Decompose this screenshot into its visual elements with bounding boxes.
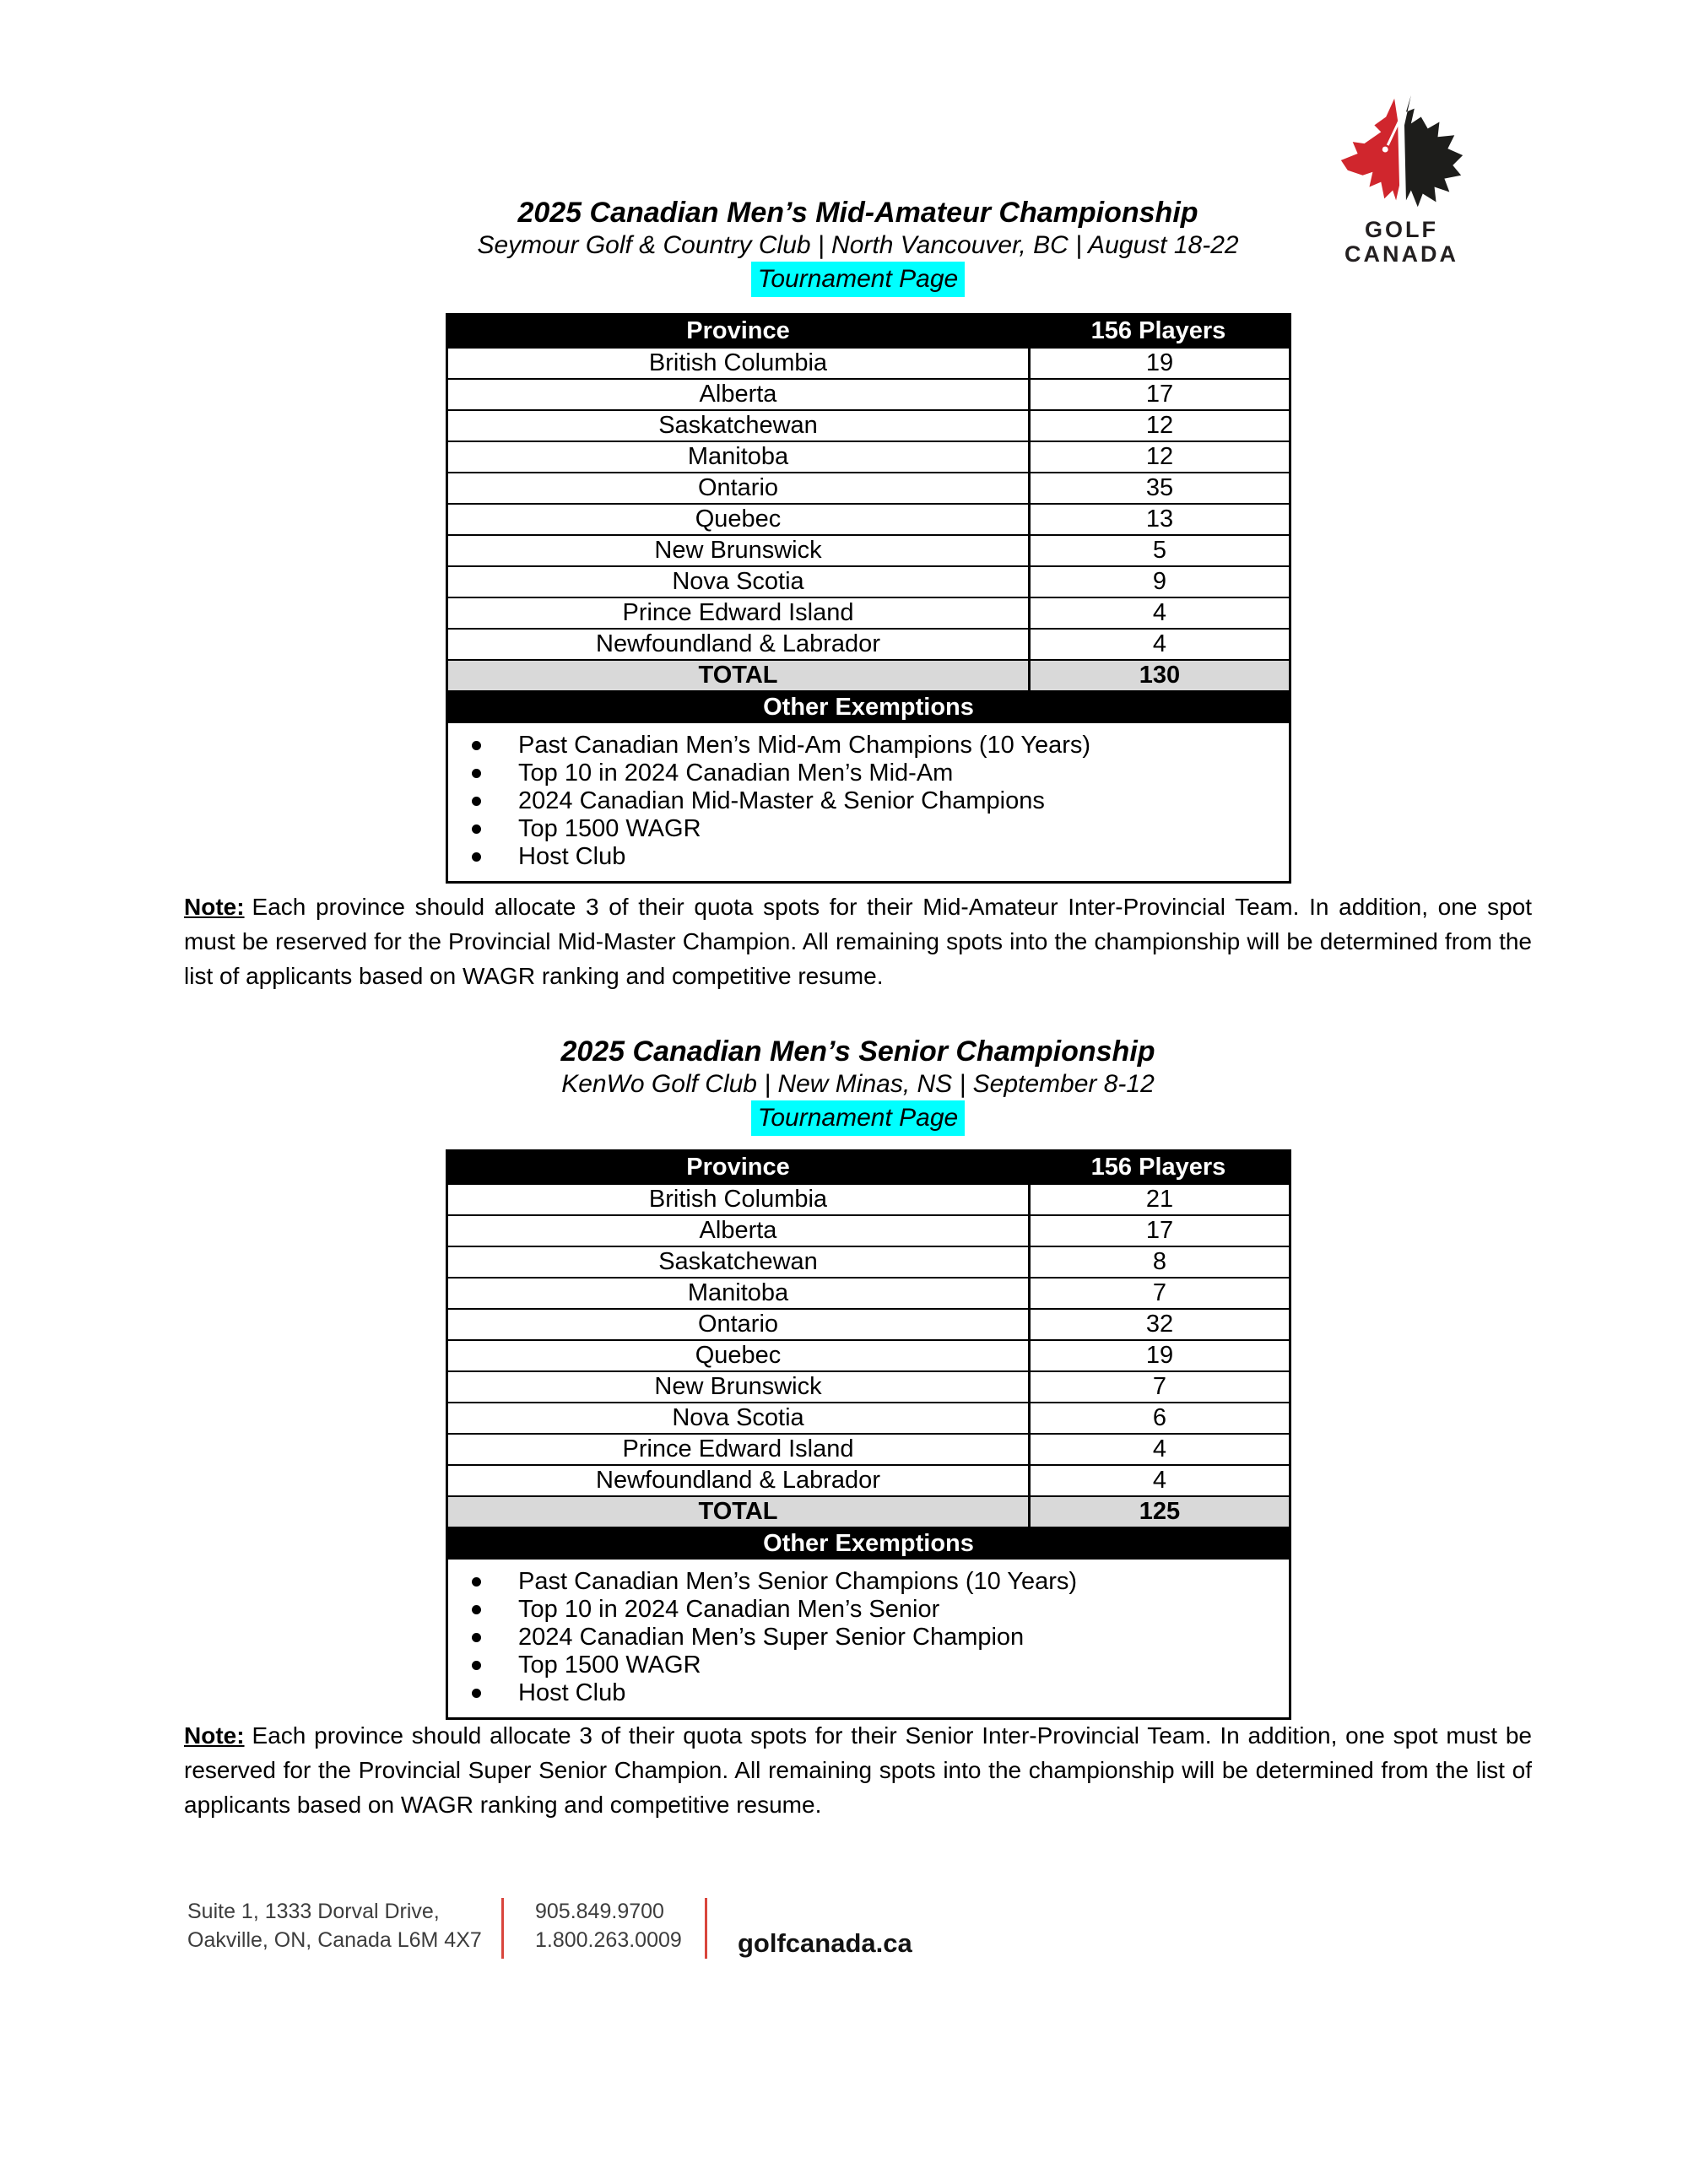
footer-divider (705, 1898, 707, 1959)
exemption-text: Host Club (518, 843, 626, 870)
quota-cell: 5 (1028, 536, 1289, 565)
province-cell: Saskatchewan (658, 1248, 818, 1275)
footer (187, 1897, 912, 1959)
province-cell: British Columbia (648, 349, 828, 376)
section1-title: 2025 Canadian Men’s Mid-Amateur Championship (517, 197, 1198, 229)
bullet-icon (472, 1605, 481, 1614)
note-label: Note: (184, 1722, 245, 1749)
province-cell: Saskatchewan (658, 412, 818, 439)
quota-cell: 4 (1028, 1435, 1289, 1464)
list-item (448, 815, 1289, 843)
table-row (448, 1214, 1289, 1246)
exemption-text: Top 1500 WAGR (518, 1652, 701, 1679)
quota-cell: 19 (1028, 1341, 1289, 1370)
note-label: Note: (184, 894, 245, 920)
total-label: TOTAL (698, 662, 778, 689)
exemptions-list (448, 1560, 1289, 1717)
footer-phone-tollfree: 1.800.263.0009 (535, 1928, 682, 1952)
footer-divider (501, 1898, 504, 1959)
quota-cell: 6 (1028, 1403, 1289, 1433)
quota-cell: 13 (1028, 505, 1289, 534)
bullet-icon (472, 797, 481, 806)
quota-cell: 7 (1028, 1372, 1289, 1402)
section2-heading (184, 1035, 1532, 1139)
footer-phone-local: 905.849.9700 (535, 1900, 664, 1923)
bullet-icon (472, 741, 481, 750)
quota-cell: 12 (1028, 442, 1289, 472)
quota-cell: 7 (1028, 1279, 1289, 1308)
list-item (448, 1568, 1289, 1596)
bullet-icon (472, 769, 481, 778)
quota-cell: 32 (1028, 1310, 1289, 1339)
logo-wordmark-golf: GOLF (1365, 217, 1438, 242)
total-value: 125 (1028, 1497, 1289, 1527)
list-item (448, 1652, 1289, 1679)
exemption-text: 2024 Canadian Men’s Super Senior Champion (518, 1624, 1025, 1651)
column-header-players: 156 Players (1090, 317, 1226, 344)
province-cell: British Columbia (648, 1186, 828, 1213)
section1-heading (184, 196, 1532, 300)
table-row (448, 565, 1289, 597)
province-cell: Alberta (699, 381, 777, 408)
section1-note (184, 889, 1532, 993)
province-cell: New Brunswick (654, 1373, 822, 1400)
province-cell: Prince Edward Island (622, 599, 854, 626)
table-row (448, 1308, 1289, 1339)
province-cell: Quebec (695, 1342, 782, 1369)
list-item (448, 787, 1289, 815)
exemption-text: Past Canadian Men’s Mid-Am Champions (10 Years) (518, 732, 1091, 759)
bullet-icon (472, 852, 481, 862)
footer-address-line1: Suite 1, 1333 Dorval Drive, (187, 1900, 440, 1923)
table-row (448, 628, 1289, 659)
province-cell: Newfoundland & Labrador (596, 1467, 880, 1494)
footer-website-link[interactable]: golfcanada.ca (738, 1928, 912, 1958)
total-label: TOTAL (698, 1498, 778, 1525)
table-row (448, 1183, 1289, 1214)
table-row (448, 1246, 1289, 1277)
table-total-row (448, 659, 1289, 690)
table-row (448, 1402, 1289, 1433)
province-cell: Quebec (695, 505, 782, 532)
table-row (448, 597, 1289, 628)
section1-tournament-page-link[interactable]: Tournament Page (751, 262, 965, 297)
section2-title: 2025 Canadian Men’s Senior Championship (560, 1035, 1155, 1068)
quota-cell: 17 (1028, 1216, 1289, 1246)
section2-tournament-page-link[interactable]: Tournament Page (751, 1100, 965, 1136)
province-cell: Nova Scotia (672, 1404, 804, 1431)
province-cell: Nova Scotia (672, 568, 804, 595)
quota-cell: 8 (1028, 1247, 1289, 1277)
table-row (448, 503, 1289, 534)
section2-subtitle: KenWo Golf Club | New Minas, NS | September 8-12 (561, 1070, 1155, 1098)
column-header-province: Province (686, 317, 790, 344)
table-total-row (448, 1495, 1289, 1527)
logo-wordmark-canada: CANADA (1344, 241, 1458, 267)
quota-cell: 19 (1028, 349, 1289, 378)
table-row (448, 1370, 1289, 1402)
list-item (448, 843, 1289, 871)
section1-quota-table (446, 313, 1291, 884)
list-item (448, 1679, 1289, 1707)
quota-cell: 9 (1028, 567, 1289, 597)
table-row (448, 1464, 1289, 1495)
province-cell: New Brunswick (654, 537, 822, 564)
footer-phones (535, 1897, 705, 1954)
province-cell: Ontario (697, 474, 779, 501)
note-text: Each province should allocate 3 of their quota spots for their Mid-Amateur Inter-Provincial Team. In addition, one spot must be reserved for the Provincial Mid-Master Champion. All remaining spots into the championship will be determined from the list of applicants based on WAGR ranking and competitive resume. (184, 894, 1532, 989)
list-item (448, 760, 1289, 787)
province-cell: Ontario (697, 1311, 779, 1338)
list-item (448, 1596, 1289, 1624)
table-row (448, 441, 1289, 472)
other-exemptions-header: Other Exemptions (448, 1527, 1289, 1560)
exemptions-list (448, 723, 1289, 881)
section2-note (184, 1718, 1532, 1822)
table-row (448, 409, 1289, 441)
list-item (448, 1624, 1289, 1652)
exemption-text: 2024 Canadian Mid-Master & Senior Champions (518, 787, 1045, 814)
quota-cell: 17 (1028, 380, 1289, 409)
table-row (448, 472, 1289, 503)
table-header-row (448, 316, 1289, 347)
quota-cell: 35 (1028, 473, 1289, 503)
quota-cell: 4 (1028, 630, 1289, 659)
bullet-icon (472, 1689, 481, 1698)
quota-cell: 4 (1028, 598, 1289, 628)
column-header-province: Province (686, 1154, 790, 1181)
province-cell: Newfoundland & Labrador (596, 630, 880, 657)
exemption-text: Past Canadian Men’s Senior Champions (10 Years) (518, 1568, 1078, 1595)
province-cell: Manitoba (687, 1279, 789, 1306)
note-text: Each province should allocate 3 of their quota spots for their Senior Inter-Provincial Team. In addition, one spot must be reserved for the Provincial Super Senior Champion. All remaining spots into the championship will be determined from the list of applicants based on WAGR ranking and competitive resume. (184, 1722, 1532, 1818)
table-row (448, 347, 1289, 378)
section1-subtitle: Seymour Golf & Country Club | North Vancouver, BC | August 18-22 (477, 231, 1239, 259)
section1-link-row (184, 262, 1532, 300)
province-cell: Alberta (699, 1217, 777, 1244)
table-header-row (448, 1152, 1289, 1183)
exemption-text: Top 1500 WAGR (518, 815, 701, 842)
table-row (448, 378, 1289, 409)
section2-link-row (184, 1100, 1532, 1139)
footer-address-line2: Oakville, ON, Canada L6M 4X7 (187, 1928, 482, 1952)
list-item (448, 732, 1289, 760)
table-row (448, 1433, 1289, 1464)
table-row (448, 1277, 1289, 1308)
quota-cell: 4 (1028, 1466, 1289, 1495)
province-cell: Prince Edward Island (622, 1435, 854, 1462)
exemption-text: Top 10 in 2024 Canadian Men’s Senior (518, 1596, 940, 1623)
bullet-icon (472, 1577, 481, 1587)
total-value: 130 (1028, 661, 1289, 690)
column-header-players: 156 Players (1090, 1154, 1226, 1181)
other-exemptions-header: Other Exemptions (448, 690, 1289, 723)
quota-cell: 12 (1028, 411, 1289, 441)
table-row (448, 1339, 1289, 1370)
table-row (448, 534, 1289, 565)
bullet-icon (472, 824, 481, 834)
province-cell: Manitoba (687, 443, 789, 470)
quota-cell: 21 (1028, 1185, 1289, 1214)
footer-address (187, 1897, 501, 1954)
exemption-text: Top 10 in 2024 Canadian Men’s Mid-Am (518, 760, 954, 787)
section2-quota-table (446, 1149, 1291, 1720)
bullet-icon (472, 1633, 481, 1642)
bullet-icon (472, 1661, 481, 1670)
exemption-text: Host Club (518, 1679, 626, 1706)
